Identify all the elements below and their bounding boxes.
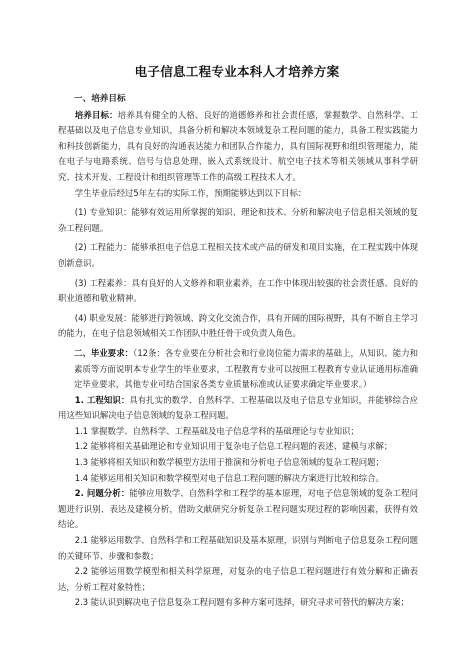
paragraph: 1.2 能够将相关基础理论和专业知识用于复杂电子信息工程问题的表述、建模与求解； [74,441,393,452]
paragraph: (4) 职业发展：能够进行跨领域、跨文化交流合作，具有开阔的国际视野，具有不断自主学习的能力，在电子信息领域相关工作团队中胜任骨干或负责人角色。 [58,312,418,339]
paragraph: 1. 工程知识：具有扎实的数学、自然科学、工程基础以及电子信息专业知识，并能够综合应用这些知识解决电子信息领域的复杂工程问题。 [58,394,418,421]
paragraph: 2.2 能够运用数学模型和相关科学原理，对复杂的电子信息工程问题进行有效分解和正确表达，分析工程对象特性； [58,566,418,592]
paragraph: (1) 专业知识：能够有效运用所掌握的知识、理论和技术、分析和解决电子信息相关领域的复杂工程问题。 [58,207,418,233]
paragraph: (3) 工程素养：具有良好的人文修养和职业素养，在工作中体现出较强的社会责任感、良好的职业道德和敬业精神。 [58,277,418,304]
paragraph: 2.3 能认识到解决电子信息复杂工程问题有多种方案可选择，研究寻求可替代的解决方案； [74,597,410,608]
paragraph: 1.1 掌握数学、自然科学、工程基础及电子信息学科的基础理论与专业知识； [74,425,359,436]
document-body [58,92,418,611]
section-paragraph: 二、毕业要求：（12条：各专业要在分析社会和行业岗位能力需求的基础上，从知识、能力和素质等方面说明本专业学生的毕业要求，工程教育专业可以按照工程教育专业认证通用标准确定毕业要求，其他专业可结合国家各类专业质量标准或认证要求确定毕业要求。） [74,347,419,390]
paragraph: 1.3 能够将相关知识和数学模型方法用于推演和分析电子信息领域的复杂工程问题； [74,457,384,468]
paragraph: 2.1 能够运用数学、自然科学和工程基础知识及基本原理，识别与判断电子信息复杂工程问题的关键环节、步骤和参数； [58,535,418,561]
paragraph: 学生毕业后经过5年左右的实际工作，预期能够达到以下目标： [74,187,307,198]
page-title: 电子信息工程专业本科人才培养方案 [134,64,340,79]
paragraph: 1.4 能够运用相关知识和数学模型对电子信息工程问题的解决方案进行比较和综合。 [74,472,384,483]
section-heading: 一、培养目标 [74,94,126,104]
paragraph: (2) 工程能力：能够承担电子信息工程相关技术或产品的研发和项目实施，在工程实践中体现创新意识。 [58,242,418,268]
paragraph: 培养目标：培养具有健全的人格、良好的道德修养和社会责任感，掌握数学、自然科学、工程基础以及电子信息专业知识，具备分析和解决本领域复杂工程问题的能力，具备工程实践能力和科技创新能力，具有良好的沟通表达能力和团队合作能力，具有国际视野和组织管理能力，能在电子与电路系统、信号与信息处理、嵌入式系统设计、航空电子技术等相关领域从事科学研究、技术开发、工程设计和组织管理等工作的高级工程技术人才。 [58,109,419,182]
paragraph: 2. 问题分析：能够应用数学、自然科学和工程学的基本原理，对电子信息领域的复杂工程问题进行识别、表达及建模分析，借助文献研究分析复杂工程问题实现过程的影响因素，获得有效结论。 [58,488,418,530]
